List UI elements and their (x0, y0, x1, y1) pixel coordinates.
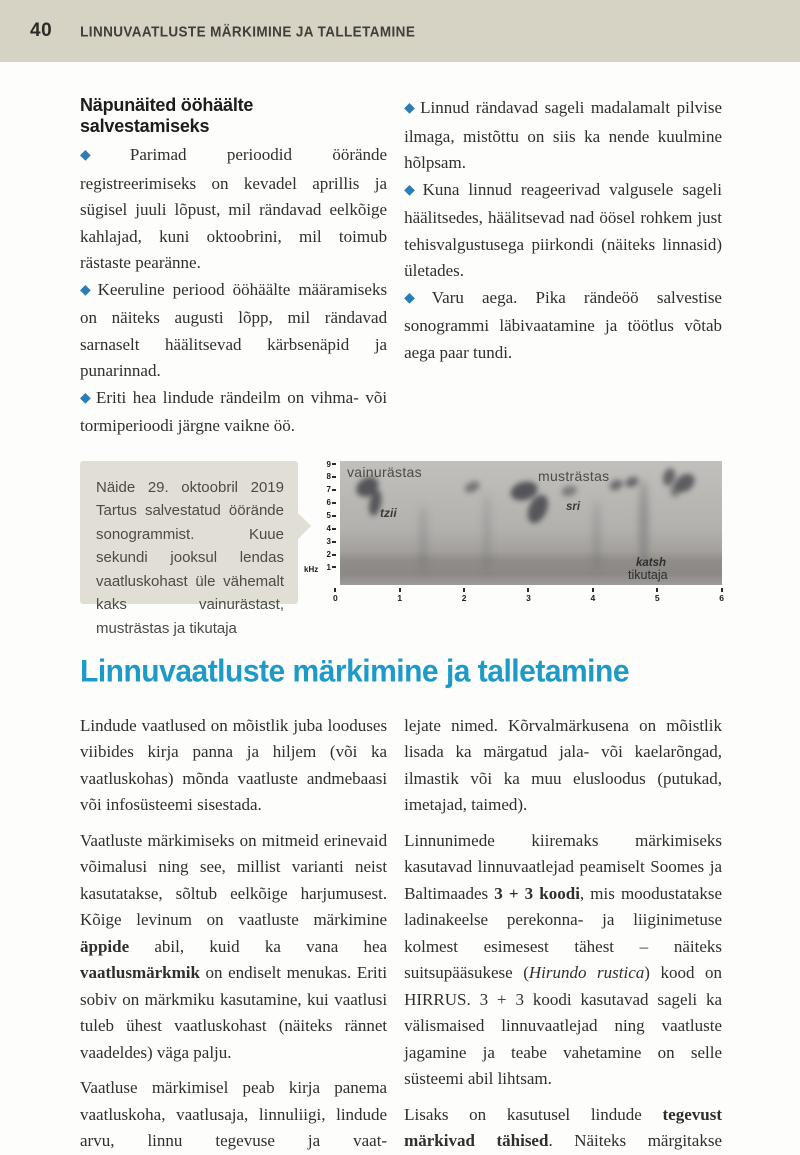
paragraph: Lindude vaatlused on mõistlik juba looduses viibides kirja panna ja hiljem (või ka vaatluskohas) mõnda vaatluste andmebaasi või infosüsteemi sisestada. (80, 715, 388, 814)
y-tick: 8 (327, 473, 336, 481)
sonogram-x-axis (333, 588, 724, 603)
tip-text: Kuna linnud reageerivad valgusele sageli häälitsedes, häälitsevad nad öösel rohkem just tehisvalgustusega piirkondi (näiteks linnasid) ületades. (404, 179, 722, 280)
tip-text: Keeruline periood ööhäälte määramiseks on näiteks augusti lõpp, mil rändavad sarnaselt häälitsevad kärbsenäpid ja punarinnad. (80, 279, 388, 380)
sonogram-plot (340, 461, 722, 585)
body-section (80, 713, 722, 1155)
tip-item (404, 177, 722, 285)
sonogram-unit-label: kHz (304, 564, 319, 574)
x-tick: 3 (526, 588, 531, 603)
tip-text: Parimad perioodid öörände registreerimiseks on kevadel aprillis ja sügisel juuli lõpust, mil rändavad eelkõige kahlajad, kuni oktoobrini, mil toimub rästaste pearänne. (80, 145, 388, 272)
page-content (0, 62, 800, 1155)
x-tick: 6 (719, 588, 724, 603)
paragraph (80, 828, 387, 1067)
y-tick: 5 (327, 512, 336, 520)
tips-column-right (404, 95, 722, 440)
bold-segment: äppide (80, 936, 130, 956)
y-tick: 7 (327, 486, 336, 494)
tip-text: Varu aega. Pika rändeöö salvestise sonogrammi läbivaatamine ja töötlus võtab aega paar tundi. (404, 287, 722, 362)
bullet-diamond-icon: ◆ (404, 182, 420, 198)
tip-item (80, 277, 387, 385)
sonogram-label-tikutaja: tikutaja (628, 567, 668, 582)
sonogram-label-katsh: katsh (636, 556, 667, 569)
x-tick: 0 (333, 588, 338, 603)
tip-text: Linnud rändavad sageli madalamalt pilvise ilmaga, mistõttu on siis ka nende kuulmine hõlpsam. (404, 98, 722, 172)
sonogram-label-vainurastas: vainurästas (347, 463, 422, 480)
text-segment: . Näiteks märgitakse (548, 1131, 722, 1150)
running-title: LINNUVAATLUSTE MÄRKIMINE JA TALLETAMINE (80, 22, 416, 40)
tip-item (80, 142, 387, 277)
bullet-diamond-icon: ◆ (404, 101, 418, 116)
figure (80, 459, 724, 637)
sonogram-y-axis (320, 461, 336, 572)
y-tick: 4 (327, 525, 336, 533)
bold-segment: vaatlusmärkmik (80, 963, 200, 982)
sonogram-label-sri: sri (566, 500, 581, 513)
tip-item (80, 385, 387, 440)
italic-segment: Hirundo rustica (528, 963, 645, 982)
text-segment: abil, kuid ka vana hea (129, 936, 388, 956)
sonogram (304, 461, 722, 611)
sonogram-label-tzii: tzii (380, 505, 397, 520)
y-tick: 9 (327, 461, 336, 469)
text-segment: Vaatluste märkimiseks on mitmeid erinevaid võimalusi ning see, millist varianti neist kasutatakse, sõltub eelkõige harjumusest. Kõige levinum on vaatluste märkimine (80, 830, 388, 929)
paragraph: lejate nimed. Kõrvalmärkusena on mõistlik lisada ka märgatud jala- või kaelarõngad, ilmastik või ka muu elusloodus (putukad, imetajad, taimed). (404, 715, 722, 814)
y-tick: 1 (327, 564, 336, 572)
text-segment: Linnunimede kiiremaks märkimiseks kasutavad linnuvaatlejad peamiselt Soomes ja Baltimaades (404, 830, 722, 903)
x-tick: 5 (655, 588, 660, 603)
section-title: Linnuvaatluste märkimine ja talletamine (80, 653, 630, 689)
text-segment: , mis moodustatakse ladinakeelse perekonna- ja liiginimetuse kolmest esimesest tähest – näiteks suitsupääsukese ( (404, 883, 723, 982)
x-tick: 2 (462, 588, 467, 603)
figure-caption-text: Näide 29. oktoobril 2019 Tartus salvestatud öörände sonogrammist. Kuue sekundi jooksul lendas vaatluskohast üle vähemalt kaks vainurästast, musträstas ja tikutaja (96, 478, 284, 637)
bullet-diamond-icon: ◆ (80, 148, 127, 163)
paragraph: Vaatluse märkimisel peab kirja panema vaatluskoha, vaatlusaja, linnuliigi, lindude arvu, linnu tegevuse ja vaat- (80, 1078, 388, 1150)
sonogram-label-mustrastas: musträstas (538, 467, 610, 484)
y-tick: 6 (327, 499, 336, 507)
tip-item (404, 285, 722, 367)
figure-caption-box (80, 461, 298, 637)
page-number: 40 (30, 20, 53, 41)
page-header (0, 0, 800, 62)
y-tick: 2 (327, 551, 336, 559)
body-column-right (404, 713, 722, 1155)
x-tick: 1 (397, 588, 402, 603)
tips-column-left (80, 95, 387, 440)
bold-segment: 3 + 3 koodi (494, 883, 580, 903)
bold-segment: tegevust märkivad tähised (404, 1104, 722, 1150)
text-segment: Lisaks on kasutusel lindude (404, 1104, 663, 1124)
tip-item (404, 95, 722, 177)
paragraph (404, 1102, 722, 1155)
y-tick: 3 (327, 538, 336, 546)
x-tick: 4 (591, 588, 596, 603)
body-column-left (80, 713, 387, 1155)
bullet-diamond-icon: ◆ (404, 290, 429, 306)
tips-section (80, 95, 722, 440)
tip-text: Eriti hea lindude rändeilm on vihma- või tormiperioodi järgne vaikne öö. (80, 387, 388, 435)
text-segment: on endiselt menukas. Eriti sobiv on märkmiku kasutamine, kui vaatlusi tuleb ühest vaatluskohast (näiteks rännet vaadeldes) väga palju. (80, 963, 388, 1062)
bullet-diamond-icon: ◆ (80, 282, 95, 298)
text-segment: ) kood on HIRRUS. 3 + 3 koodi kasutavad sageli ka välismaised linnuvaatlejad ning vaatluste jagamine ja teabe vahetamine on selle süsteemi abil lihtsam. (404, 963, 722, 1088)
paragraph (404, 828, 722, 1093)
bullet-diamond-icon: ◆ (80, 390, 94, 406)
tips-heading: Näpunäited ööhäälte salvestamiseks (80, 95, 254, 136)
